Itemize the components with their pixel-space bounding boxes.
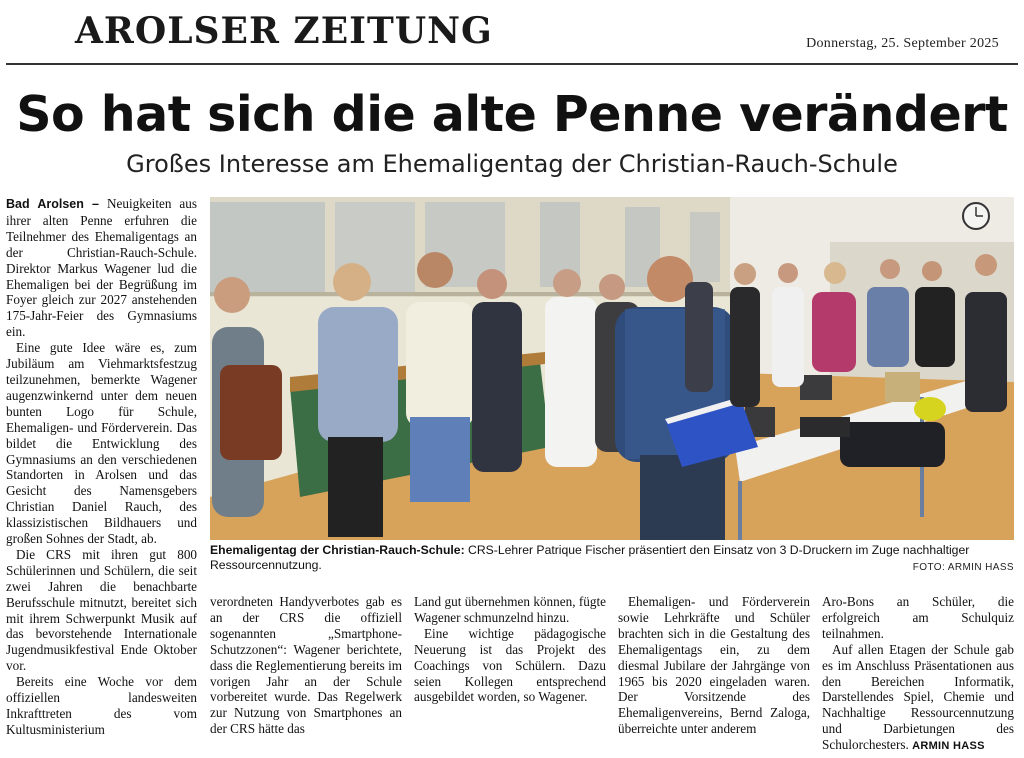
article-column-1 <box>6 196 197 744</box>
article-photo <box>210 197 1014 540</box>
article-paragraph: Die CRS mit ihren gut 800 Schülerinnen und Schülern, die seit zwei Jahren die benachbarte Berufsschule mitnutzt, bereitet sich mit ihrem Schwerpunkt Musik auf das bevorstehende Internationale Jugendmusikfestival Ende Oktober vor. <box>6 546 197 674</box>
masthead-divider <box>6 63 1018 65</box>
article-paragraph: Auf allen Etagen der Schule gab es im Anschluss Präsentationen aus den Bereichen Informatik, Darstellendes Spiel, Chemie und Nachhaltige Ressourcennutzung und Darbietungen des Schulorchesters. ARMIN HASS <box>822 641 1014 753</box>
article-column-3 <box>414 594 606 744</box>
article-column-2 <box>210 594 402 744</box>
caption-text: CRS-Lehrer Patrique Fischer präsentiert den Einsatz von 3 D-Druckern im Zuge nachhaltiger Ressourcennutzung. <box>210 543 970 572</box>
newspaper-masthead: AROLSER ZEITUNG <box>75 10 493 52</box>
article-paragraph: Aro-Bons an Schüler, die erfolgreich am Schulquiz teilnahmen. <box>822 594 1014 641</box>
article-subheadline: Großes Interesse am Ehemaligentag der Christian-Rauch-Schule <box>126 150 898 178</box>
article-paragraph: Ehemaligen- und Förderverein sowie Lehrkräfte und Schüler brachten sich in die Gestaltung des Ehemaligentags ein, zu dem diesmal Jubilare der Jahrgänge von 1965 bis 2020 eingeladen waren. Der Vorsitzende des Ehemaligenvereins, Bernd Zaloga, überreichte unter anderem <box>618 594 810 737</box>
article-paragraph: Eine wichtige pädagogische Neuerung ist das Projekt des Coachings von Schülern. Dazu seien Kollegen entsprechend ausgebildet worden, so Wagener. <box>414 625 606 705</box>
article-column-4 <box>618 594 810 744</box>
issue-date: Donnerstag, 25. September 2025 <box>806 36 999 51</box>
article-paragraph: Land gut übernehmen können, fügte Wagener schmunzelnd hinzu. <box>414 594 606 625</box>
article-paragraph: Eine gute Idee wäre es, zum Jubiläum am Viehmarktsfestzug teilzunehmen, bemerkte Wagener augenzwinkernd unter dem neuen bunten Logo für Schule, Ehemaligen- und Förderverein. Das bildet die Entwicklung des Gymnasiums an den verschiedenen Standorten in Arolsen und das Gesicht des Namensgebers Christian Daniel Rauch, des klassizistischen Bildhauers und großen Sohnes der Stadt, ab. <box>6 340 197 547</box>
photo-caption <box>210 543 1014 573</box>
article-column-5 <box>822 594 1014 753</box>
dateline: Bad Arolsen – <box>6 197 99 211</box>
article-paragraph: Bad Arolsen – Neuigkeiten aus ihrer alten Penne erfuhren die Teilnehmer des Ehemaligentags an der Christian-Rauch-Schule. Direktor Markus Wagener lud die Ehemaligen bei der Begrüßung im Foyer gleich zur 2027 anstehenden 175-Jahr-Feier des Gymnasiums ein. <box>6 196 198 340</box>
article-paragraph: verordneten Handyverbotes gab es an der CRS die offiziell sogenannten „Smartphone-Schutzzonen“: Wagener berichtete, dass die Reglementierung bereits im vorigen Jahr an der Schule vorbereitet wurde. Das Regelwerk zur Nutzung von Smartphones an der CRS hätte das <box>210 594 402 737</box>
article-headline: So hat sich die alte Penne verändert <box>16 86 1008 143</box>
photo-credit: FOTO: ARMIN HASS <box>912 562 1014 573</box>
article-paragraph: Bereits eine Woche vor dem offiziellen landesweiten Inkrafttreten des vom Kultusministerium <box>6 674 197 737</box>
caption-lead: Ehemaligentag der Christian-Rauch-Schule: <box>210 543 465 557</box>
author-byline: ARMIN HASS <box>912 740 985 753</box>
